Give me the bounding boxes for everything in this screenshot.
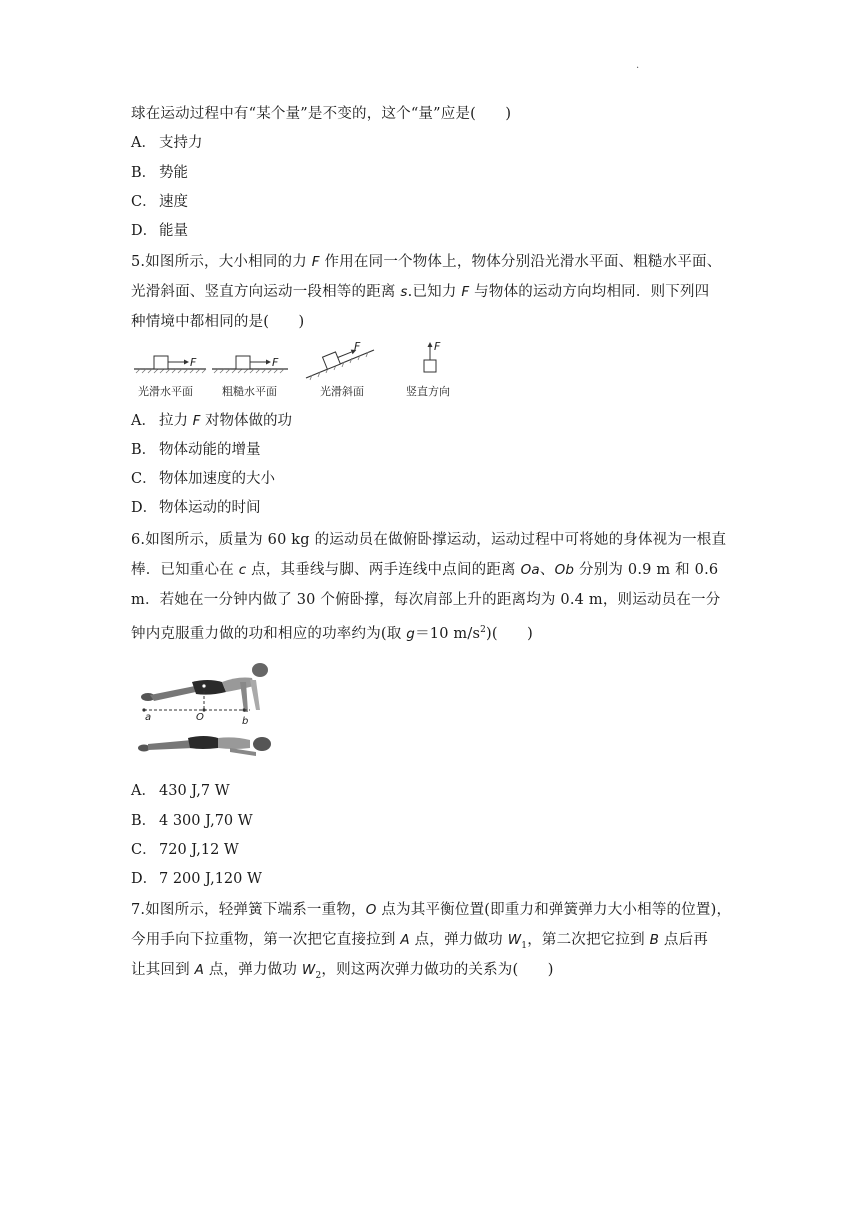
q4-stem: 球在运动过程中有“某个量”是不变的，这个“量”应是( ) bbox=[131, 106, 512, 122]
label-a: a bbox=[145, 712, 152, 723]
q5-stem-line1: 5.如图所示，大小相同的力 F 作用在同一个物体上，物体分别沿光滑水平面、粗糙水平面、 bbox=[131, 254, 722, 270]
q5-figure bbox=[128, 340, 468, 404]
pushup-down-position bbox=[138, 736, 271, 756]
q5-option-d: D． 物体运动的时间 bbox=[131, 500, 261, 516]
q5-option-a: A． 拉力 F 对物体做的功 bbox=[131, 413, 292, 429]
q5-stem-line2: 光滑斜面、竖直方向运动一段相等的距离 s.已知力 F 与物体的运动方向均相同．则下列四 bbox=[131, 284, 710, 300]
q7-stem-line3: 让其回到 A 点，弹力做功 $W_2$，则这两次弹力做功的关系为( ) bbox=[131, 962, 554, 981]
label-b: b bbox=[242, 716, 249, 727]
q6-stem-line4: 钟内克服重力做的功和相应的功率约为(取 g＝10 $m/s^2$)( ) bbox=[131, 625, 534, 642]
caption-rough-horizontal: 粗糙水平面 bbox=[222, 385, 277, 398]
q6-stem-line3: m．若她在一分钟内做了 30 个俯卧撑，每次肩部上升的距离均为 0.4 m，则运动员在一分 bbox=[131, 592, 721, 608]
svg-text:F: F bbox=[434, 340, 441, 353]
svg-text:F: F bbox=[354, 340, 361, 353]
q4-option-c: C． 速度 bbox=[131, 194, 188, 210]
q5-option-c: C． 物体加速度的大小 bbox=[131, 471, 275, 487]
header-dot: . bbox=[636, 60, 640, 71]
q6-pushup-figure bbox=[130, 652, 280, 770]
q7-stem-line2: 今用手向下拉重物，第一次把它直接拉到 A 点，弹力做功 $W_1$，第二次把它拉到 B 点后再 bbox=[131, 932, 708, 951]
vertical-direction bbox=[406, 340, 450, 398]
q5-option-b: B． 物体动能的增量 bbox=[131, 442, 261, 458]
q6-option-d: D． 7 200 J,120 W bbox=[131, 871, 262, 887]
caption-smooth-incline: 光滑斜面 bbox=[320, 385, 364, 398]
q6-stem-line2: 棒．已知重心在 c 点，其垂线与脚、两手连线中点间的距离 Oa、Ob 分别为 0.9 m 和 0.6 bbox=[131, 562, 719, 578]
surface-smooth-incline bbox=[306, 340, 374, 398]
q5-stem-line3: 种情境中都相同的是( ) bbox=[131, 314, 305, 330]
surface-smooth-horizontal bbox=[134, 356, 206, 398]
q4-option-d: D． 能量 bbox=[131, 223, 188, 239]
q4-option-a: A． 支持力 bbox=[131, 135, 203, 151]
caption-smooth-horizontal: 光滑水平面 bbox=[138, 385, 193, 398]
surface-rough-horizontal bbox=[212, 356, 288, 398]
pushup-up-position bbox=[141, 663, 268, 727]
q6-option-c: C． 720 J,12 W bbox=[131, 842, 239, 858]
q6-option-b: B． 4 300 J,70 W bbox=[131, 813, 253, 829]
q6-stem-line1: 6.如图所示，质量为 60 kg 的运动员在做俯卧撑运动，运动过程中可将她的身体视为一根直 bbox=[131, 532, 727, 548]
q6-option-a: A． 430 J,7 W bbox=[131, 783, 230, 799]
svg-text:F: F bbox=[272, 356, 279, 369]
q7-stem-line1: 7.如图所示，轻弹簧下端系一重物，O 点为其平衡位置(即重力和弹簧弹力大小相等的位置)， bbox=[131, 902, 732, 918]
svg-text:F: F bbox=[190, 356, 197, 369]
label-O: O bbox=[196, 712, 204, 723]
caption-vertical: 竖直方向 bbox=[406, 385, 450, 398]
q4-option-b: B． 势能 bbox=[131, 165, 188, 181]
